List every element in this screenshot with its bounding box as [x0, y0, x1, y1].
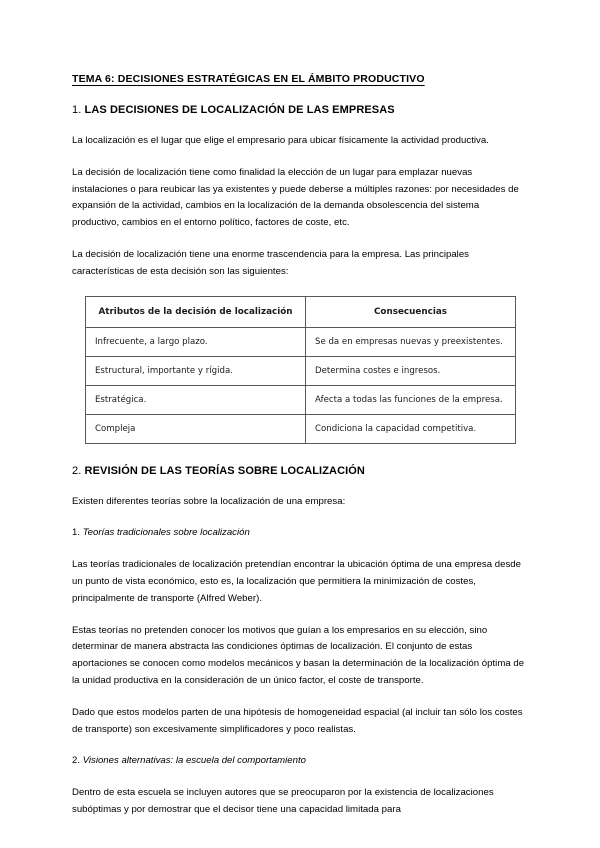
table-cell-consequence: Condiciona la capacidad competitiva. — [306, 414, 516, 443]
table-header-cell: Atributos de la decisión de localización — [86, 296, 306, 327]
paragraph: Dentro de esta escuela se incluyen autores que se preocuparon por la existencia de localizaciones subóptimas y por demostrar que el decisor tiene una capacidad limitada para — [72, 787, 494, 815]
section-2-title: REVISIÓN DE LAS TEORÍAS SOBRE LOCALIZACIÓN — [84, 464, 365, 477]
subsection-heading-2 — [72, 753, 528, 770]
subsection-2-number: 2. — [72, 755, 81, 767]
paragraph: Las teorías tradicionales de localización pretendían encontrar la ubicación óptima de una empresa desde un punto de vista económico, esto es, la localización que permitiera la minimización de costes, principalmente de transporte (Alfred Weber). — [72, 559, 521, 604]
table-row — [86, 356, 516, 385]
subsection-1-number: 1. — [72, 527, 81, 539]
table-cell-attribute: Infrecuente, a largo plazo. — [86, 327, 306, 356]
table-header-row — [86, 296, 516, 327]
table-header-cell: Consecuencias — [306, 296, 516, 327]
section-1-number: 1. — [72, 104, 82, 116]
table-cell-consequence: Se da en empresas nuevas y preexistentes. — [306, 327, 516, 356]
table-cell-attribute: Estructural, importante y rígida. — [86, 356, 306, 385]
paragraph: Dado que estos modelos parten de una hipótesis de homogeneidad espacial (al incluir tan sólo los costes de transporte) son excesivamente simplificadores y poco realistas. — [72, 706, 523, 735]
paragraph: Estas teorías no pretenden conocer los motivos que guían a los empresarios en su elección, sino determinar de manera abstracta las condiciones óptimas de localización. El conjunto de estas aportaciones se conocen como modelos mecánicos y basan la determinación de la localización óptima de la unidad productiva en la consideración de un único factor, el coste de transporte. — [72, 624, 525, 686]
paragraph: La decisión de localización tiene una enorme trascendencia para la empresa. Las principales características de esta decisión son las siguientes: — [72, 248, 469, 277]
section-heading-2 — [72, 464, 528, 478]
attributes-table-wrapper — [85, 296, 515, 444]
table-cell-consequence: Determina costes e ingresos. — [306, 356, 516, 385]
paragraph: Existen diferentes teorías sobre la localización de una empresa: — [72, 495, 346, 507]
table-cell-attribute: Estratégica. — [86, 385, 306, 414]
table-cell-consequence: Afecta a todas las funciones de la empresa. — [306, 385, 516, 414]
table-cell-attribute: Compleja — [86, 414, 306, 443]
section-1-title: LAS DECISIONES DE LOCALIZACIÓN DE LAS EMPRESAS — [84, 104, 395, 116]
subsection-heading-1 — [72, 525, 528, 542]
paragraph: La decisión de localización tiene como finalidad la elección de un lugar para emplazar nuevas instalaciones o para reubicar las ya existentes y puede deberse a múltiples razones: por necesidades de expansión de la actividad, cambios en la localización de la demanda obsolescencia del sistema productivo, cambios en el entorno político, factores de coste, etc. — [72, 166, 519, 229]
paragraph: La localización es el lugar que elige el empresario para ubicar físicamente la actividad productiva. — [72, 135, 489, 146]
table-row — [86, 327, 516, 356]
table-row — [86, 385, 516, 414]
subsection-1-title: Teorías tradicionales sobre localización — [82, 527, 250, 539]
page-title: TEMA 6: DECISIONES ESTRATÉGICAS EN EL ÁMBITO PRODUCTIVO — [72, 73, 425, 85]
section-heading-1 — [72, 103, 528, 117]
subsection-2-title: Visiones alternativas: la escuela del comportamiento — [82, 755, 306, 767]
table-row — [86, 414, 516, 443]
attributes-table — [85, 296, 516, 444]
section-2-number: 2. — [72, 464, 82, 477]
